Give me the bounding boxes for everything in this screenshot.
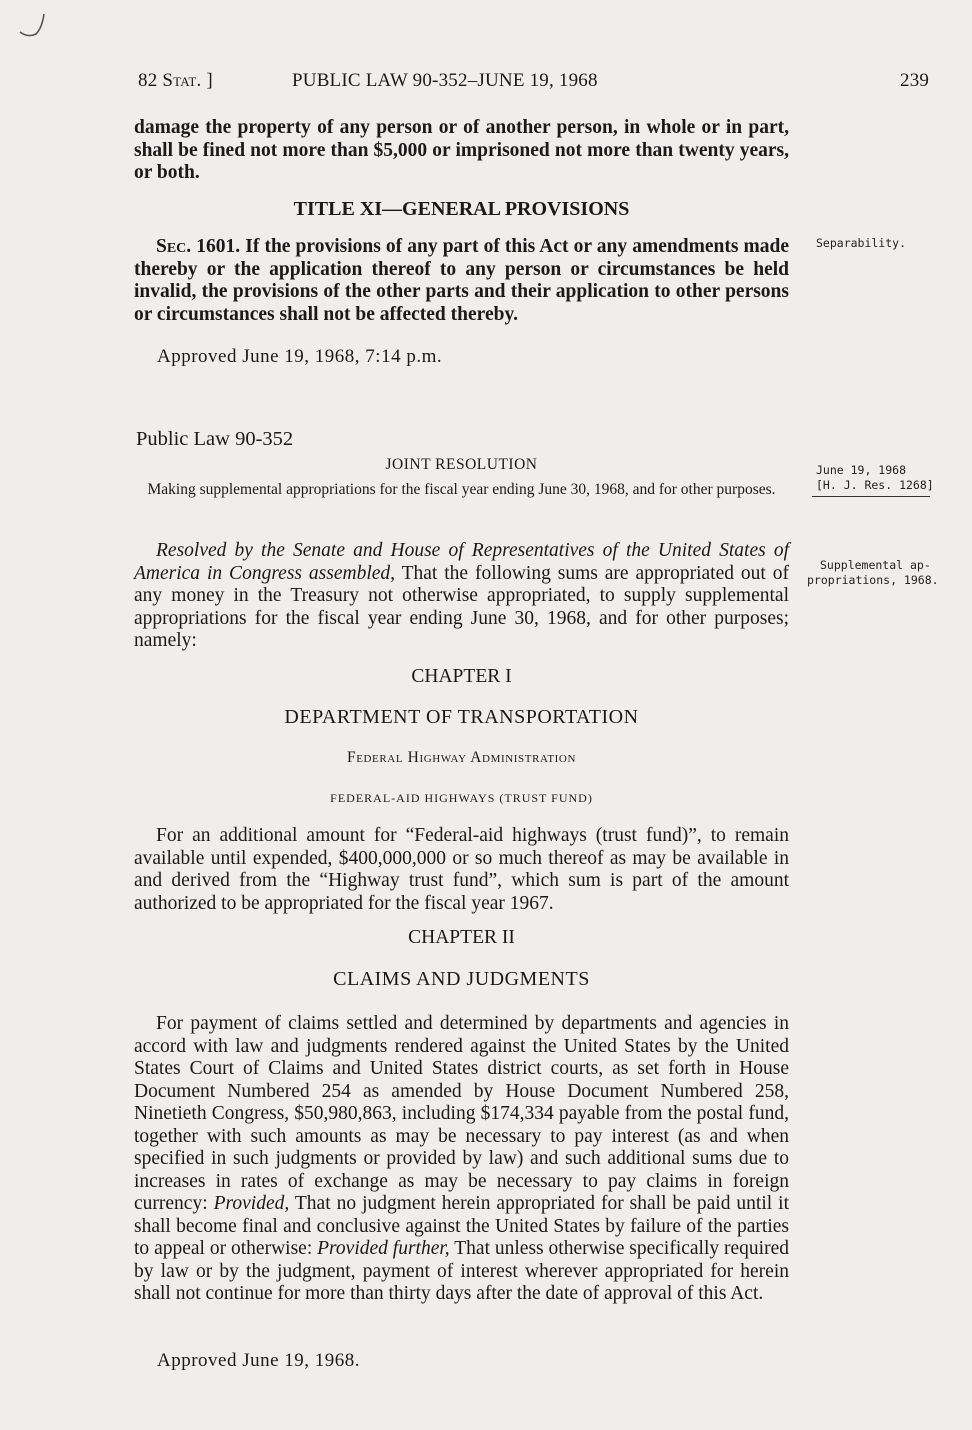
margin-supplemental-1: Supplemental ap- <box>820 558 931 572</box>
claims-heading: CLAIMS AND JUDGMENTS <box>333 968 590 990</box>
page-number: 239 <box>900 70 930 91</box>
sec-1601-label: Sec. 1601. <box>156 236 241 257</box>
fed-aid-heading: FEDERAL-AID HIGHWAYS (TRUST FUND) <box>330 791 593 805</box>
approved-line-1: Approved June 19, 1968, 7:14 p.m. <box>157 346 443 367</box>
claims-text-1: For payment of claims settled and determined by departments and agencies in accord with law and judgments rendered against the United States by the United States Court of Claims and United States district courts, as set forth in House Document Numbered 254 as amended by House Document Numbered 258, Ninetieth Congress, $50,980,863, including $174,334 payable from the postal fund, together with such amounts as may be necessary to pay interest (as and when specified in such judgments or provided by law) and such additional sums due to increases in rates of exchange as may be necessary to pay claims in foreign currency: <box>134 1013 789 1214</box>
title-xi-heading: TITLE XI—GENERAL PROVISIONS <box>293 198 630 220</box>
chapter-2-heading: CHAPTER II <box>408 927 515 948</box>
margin-supplemental-2: propriations, 1968. <box>807 573 939 587</box>
making-text: Making supplemental appropriations for the fiscal year ending June 30, 1968, and for other purposes. <box>147 481 776 498</box>
approved-line-2: Approved June 19, 1968. <box>157 1350 361 1371</box>
pen-mark-icon <box>16 8 50 42</box>
fed-aid-paragraph: For an additional amount for “Federal-aid highways (trust fund)”, to remain available until expended, $400,000,000 or so much thereof as may be available in and derived from the “Highway trust fund”, which sum is part of the amount authorized to be appropriated for the fiscal year 1967. <box>134 825 789 914</box>
dept-heading: DEPARTMENT OF TRANSPORTATION <box>284 706 639 728</box>
header-stat-ref: 82 Stat. ] <box>138 70 213 91</box>
chapter-1-heading: CHAPTER I <box>411 666 512 687</box>
resolved-enacting-clause: Resolved by the Senate and House of Representatives of the United States of America in Congress assembled, <box>134 540 789 584</box>
resolved-paragraph <box>134 540 789 653</box>
public-law-label: Public Law 90-352 <box>136 428 294 450</box>
joint-resolution-heading: JOINT RESOLUTION <box>385 456 538 473</box>
claims-text-2: That no judgment herein appropriated for shall be paid until it shall become final and conclusive against the United States by failure of the parties to appeal or otherwise: <box>134 1193 789 1259</box>
claims-paragraph <box>134 1013 789 1306</box>
margin-hj-res: [H. J. Res. 1268] <box>816 478 934 492</box>
claims-text-3: That unless otherwise specifically required by law or by the judgment, payment of interest wherever appropriated for herein shall not continue for more than thirty days after the date of approval of this Act. <box>134 1238 789 1304</box>
claims-proviso-1: Provided, <box>213 1193 290 1214</box>
intro-paragraph: damage the property of any person or of another person, in whole or in part, shall be fined not more than $5,000 or imprisoned not more than twenty years, or both. <box>134 117 789 183</box>
margin-date: June 19, 1968 <box>816 463 907 477</box>
sec-1601-paragraph <box>134 236 789 326</box>
sec-1601-text: If the provisions of any part of this Act or any amendments made thereby or the application thereof to any person or circumstances be held invalid, the provisions of the other parts and their application to other persons or circumstances shall not be affected thereby. <box>134 236 790 325</box>
header-title: PUBLIC LAW 90-352–JUNE 19, 1968 <box>292 70 598 91</box>
fha-heading: Federal Highway Administration <box>346 749 577 766</box>
margin-rule <box>812 496 930 497</box>
margin-separability: Separability. <box>816 236 907 250</box>
resolved-text: That the following sums are appropriated out of any money in the Treasury not otherwise appropriated, to supply supplemental appropriations for the fiscal year ending June 30, 1968, and for other purposes; namely: <box>134 562 789 651</box>
claims-proviso-2: Provided further, <box>317 1238 450 1259</box>
